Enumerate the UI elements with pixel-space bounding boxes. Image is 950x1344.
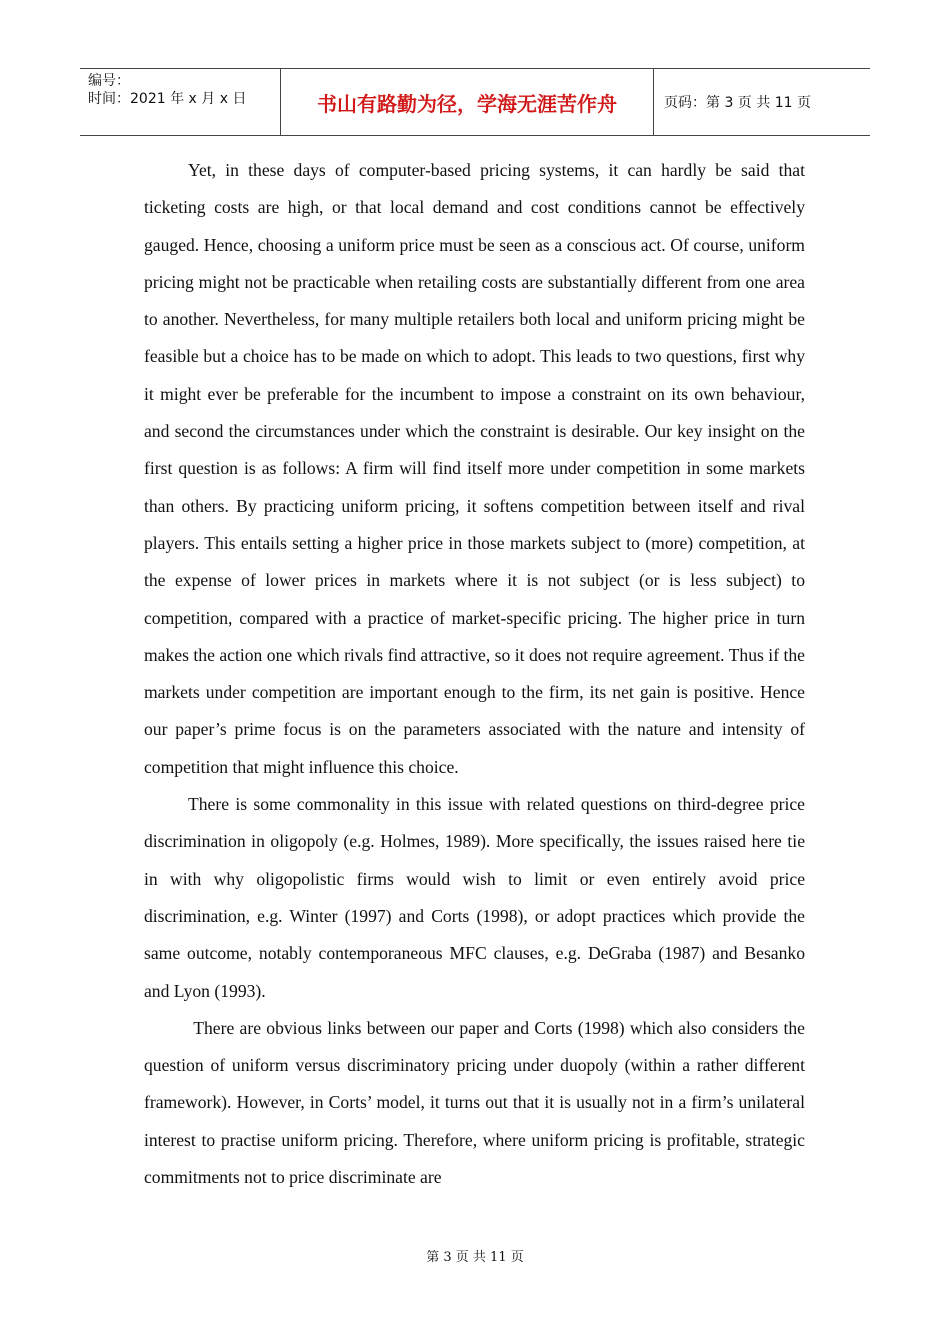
document-date: 时间：2021 年 x 月 x 日 [88,91,247,107]
header-motto: 书山有路勤为径，学海无涯苦作舟 [281,69,654,135]
header-page-info: 页码：第 3 页 共 11 页 [664,95,811,111]
paragraph: Yet, in these days of computer-based pricing systems, it can hardly be said that ticketing costs are high, or that local demand and cost conditions cannot be effectively gauged. Hence, choosing a uniform price must be seen as a conscious act. Of course, uniform pricing might not be practicable when retailing costs are substantially different from one area to another. Nevertheless, for many multiple retailers both local and uniform pricing might be feasible but a choice has to be made on which to adopt. This leads to two questions, first why it might ever be preferable for the incumbent to impose a constraint on its own behaviour, and second the circumstances under which the constraint is desirable. Our key insight on the first question is as follows: A firm will find itself more under competition in some markets than others. By practicing uniform pricing, it softens competition between itself and rival players. This entails setting a higher price in those markets subject to (more) competition, at the expense of lower prices in markets where it is not subject (or is less subject) to competition, compared with a practice of market-specific pricing. The higher price in turn makes the action one which rivals find attractive, so it does not require agreement. Thus if the markets under competition are important enough to the firm, its net gain is positive. Hence our paper’s prime focus is on the parameters associated with the nature and intensity of competition that might influence this choice. [144,160,805,777]
page-footer: 第 3 页 共 11 页 [426,1250,524,1265]
document-number-label: 编号： [88,73,130,89]
paragraph: There is some commonality in this issue with related questions on third-degree price discrimination in oligopoly (e.g. Holmes, 1989). More specifically, the issues raised here tie in with why oligopolistic firms would wish to limit or even entirely avoid price discrimination, e.g. Winter (1997) and Corts (1998), or adopt practices which provide the same outcome, notably contemporaneous MFC clauses, e.g. DeGraba (1987) and Besanko and Lyon (1993). [144,794,805,1001]
document-body [144,152,805,1196]
page-header [80,68,870,136]
paragraph: There are obvious links between our paper and Corts (1998) which also considers the question of uniform versus discriminatory pricing under duopoly (within a rather different framework). However, in Corts’ model, it turns out that it is usually not in a firm’s unilateral interest to practise uniform pricing. Therefore, where uniform pricing is profitable, strategic commitments not to price discriminate are [144,1017,805,1188]
header-meta [80,69,281,135]
